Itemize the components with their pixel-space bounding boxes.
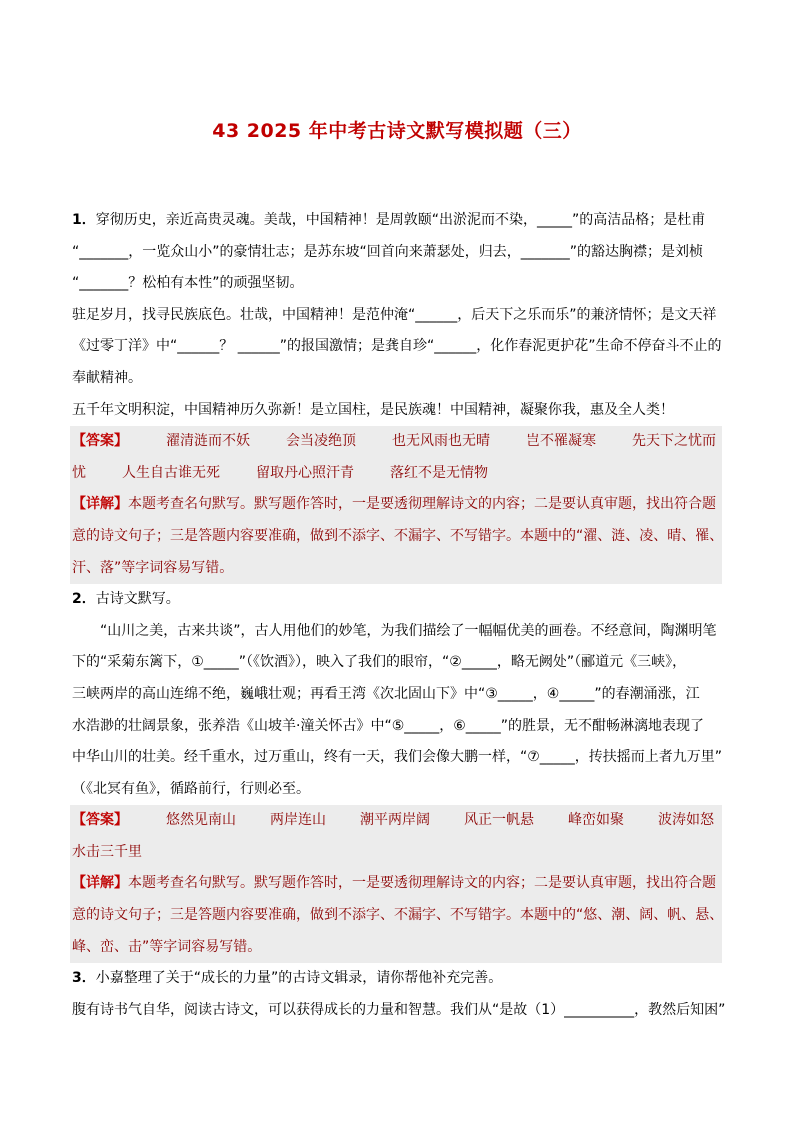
- answer-item: 留取丹心照汗青: [256, 464, 354, 481]
- detail-line: [72, 868, 722, 900]
- q1-number: 1．: [72, 212, 96, 228]
- q1-line: “_______？松柏有本性”的顽强坚韧。: [72, 275, 304, 292]
- q1-answer-block: [70, 426, 722, 584]
- q2-line: （《北冥有鱼》，循路前行，行则必至。: [72, 780, 310, 797]
- answer-item: 濯清涟而不妖: [166, 433, 250, 450]
- q1-line: 奉献精神。: [72, 369, 142, 386]
- answer-line: [72, 458, 722, 490]
- detail-line: 峰、峦、击”等字词容易写错。: [72, 938, 262, 955]
- answer-tag: 【答案】: [72, 433, 128, 450]
- answer-item: 潮平两岸阔: [360, 812, 430, 829]
- answer-item: 两岸连山: [270, 812, 326, 829]
- answer-item: 岂不罹凝寒: [526, 433, 596, 450]
- page-title: 43 2025 年中考古诗文默写模拟题（三）: [212, 120, 582, 142]
- q1-line: “_______，一览众山小”的豪情壮志；是苏东坡“回首向来萧瑟处，归去，_______”的豁达胸襟；是刘桢: [72, 243, 704, 260]
- q3-line: 腹有诗书气自华，阅读古诗文，可以获得成长的力量和智慧。我们从“是故（1）__________，教然后知困”: [72, 1001, 726, 1018]
- q1-line: [72, 205, 722, 237]
- detail-tag: 【详解】: [72, 496, 128, 513]
- answer-item: 风正一帆悬: [464, 812, 534, 829]
- q1-line: 五千年文明积淀，中国精神历久弥新！是立国柱，是民族魂！中国精神，凝聚你我，惠及全人类！: [72, 401, 674, 418]
- q1-text: 穿彻历史，亲近高贵灵魂。美哉，中国精神！是周敦颐“出淤泥而不染，_____”的高洁品格；是杜甫: [95, 212, 706, 228]
- answer-tag: 【答案】: [72, 812, 128, 829]
- answer-line: 水击三千里: [72, 843, 142, 860]
- answer-item: 会当凌绝顶: [286, 433, 356, 450]
- detail-line: 意的诗文句子；三是答题内容要准确，做到不添字、不漏字、不写错字。本题中的“悠、潮、阔、帆、悬、: [72, 907, 724, 924]
- detail-line: 意的诗文句子；三是答题内容要准确，做到不添字、不漏字、不写错字。本题中的“濯、涟、凌、晴、罹、: [72, 527, 724, 544]
- q3-title-line: [72, 963, 722, 995]
- q2-line: [72, 616, 722, 648]
- detail-text: 本题考查名句默写。默写题作答时，一是要透彻理解诗文的内容；二是要认真审题，找出符合题: [128, 496, 716, 513]
- q2-title: 古诗文默写。: [95, 591, 180, 608]
- detail-line: 汗、落”等字词容易写错。: [72, 559, 234, 576]
- answer-line: [72, 426, 722, 458]
- q3-number: 3．: [72, 970, 96, 987]
- answer-item: 波涛如怒: [658, 812, 714, 829]
- q2-title-line: [72, 584, 722, 616]
- q2-line: 下的“采菊东篱下，①_____”（《饮酒》），映入了我们的眼帘，“②_____，略无阙处”（郦道元《三峡》，: [72, 654, 687, 671]
- q2-answer-block: [70, 805, 722, 963]
- answer-item: 人生自古谁无死: [122, 464, 220, 481]
- answer-item: 峰峦如聚: [568, 812, 624, 829]
- q3-title: 小嘉整理了关于“成长的力量”的古诗文辑录，请你帮他补充完善。: [95, 970, 503, 987]
- detail-tag: 【详解】: [72, 875, 128, 892]
- detail-line: [72, 489, 722, 521]
- answer-item: 也无风雨也无晴: [392, 433, 490, 450]
- answer-item: 忧: [72, 464, 86, 481]
- answer-item: 落红不是无情物: [390, 464, 488, 481]
- answer-item: 悠然见南山: [166, 812, 236, 829]
- answer-item: 先天下之忧而: [632, 433, 716, 450]
- content-body: [72, 205, 726, 1026]
- answer-line: [72, 805, 722, 837]
- q2-line: 中华山川的壮美。经千重水，过万重山，终有一天，我们会像大鹏一样，“⑦_____，抟扶摇而上者九万里”: [72, 749, 723, 766]
- q2-line: 三峡两岸的高山连绵不绝，巍峨壮观；再看王湾《次北固山下》中“③_____，④_____”的春潮涌涨，江: [72, 685, 700, 702]
- detail-text: 本题考查名句默写。默写题作答时，一是要透彻理解诗文的内容；二是要认真审题，找出符合题: [128, 875, 716, 892]
- q1-line: 驻足岁月，找寻民族底色。壮哉，中国精神！是范仲淹“______，后天下之乐而乐”的兼济情怀；是文天祥: [72, 306, 717, 323]
- q2-text: “山川之美，古来共谈”，古人用他们的妙笔，为我们描绘了一幅幅优美的画卷。不经意间，陶渊明笔: [100, 622, 717, 639]
- q1-line: 《过零丁洋》中“______？ ______”的报国激情；是龚自珍“______，化作春泥更护花”生命不停奋斗不止的: [72, 338, 722, 355]
- q2-line: 水浩渺的壮阔景象，张养浩《山坡羊·潼关怀古》中“⑤_____，⑥_____”的胜景，无不酣畅淋漓地表现了: [72, 717, 705, 734]
- q2-number: 2．: [72, 591, 96, 608]
